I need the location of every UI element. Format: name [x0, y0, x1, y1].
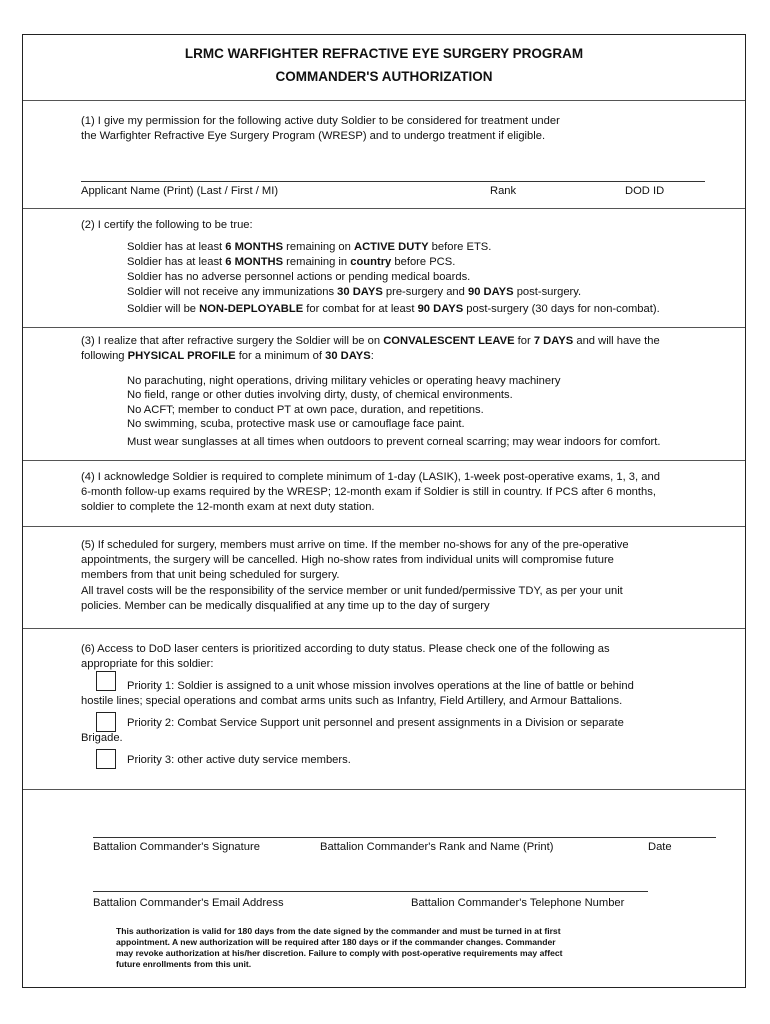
- priority-2-checkbox[interactable]: [96, 712, 116, 732]
- commander-signature-line[interactable]: [93, 837, 716, 838]
- footer-note-line3: may revoke authorization at his/her discretion. Failure to comply with post-operative requirements may affect: [116, 948, 563, 958]
- section-2: [23, 209, 745, 328]
- section-4: [23, 461, 745, 527]
- priority-3-checkbox[interactable]: [96, 749, 116, 769]
- section3-line2: following PHYSICAL PROFILE for a minimum of 30 DAYS:: [81, 350, 374, 362]
- commander-contact-line[interactable]: [93, 891, 648, 892]
- section2-item-1: Soldier has at least 6 MONTHS remaining on ACTIVE DUTY before ETS.: [127, 241, 492, 253]
- section5-line3: members from that unit being scheduled for surgery.: [81, 569, 340, 581]
- section1-line2: the Warfighter Refractive Eye Surgery Program (WRESP) and to undergo treatment if eligible.: [81, 130, 546, 142]
- section2-intro: (2) I certify the following to be true:: [81, 219, 253, 231]
- section2-item-3: Soldier has no adverse personnel actions or pending medical boards.: [127, 271, 471, 283]
- priority-1-line1: Priority 1: Soldier is assigned to a unit whose mission involves operations at the line of battle or behind: [127, 680, 634, 692]
- section6-line2: appropriate for this soldier:: [81, 658, 214, 670]
- rank-label: Rank: [490, 185, 517, 197]
- commander-phone-label: Battalion Commander's Telephone Number: [411, 897, 625, 909]
- commander-email-label: Battalion Commander's Email Address: [93, 897, 284, 909]
- section3-item-2: No field, range or other duties involving dirty, dusty, of chemical environments.: [127, 389, 513, 401]
- section2-item-4: Soldier will not receive any immunizations 30 DAYS pre-surgery and 90 DAYS post-surgery.: [127, 286, 582, 298]
- section3-item-3: No ACFT; member to conduct PT at own pace, duration, and repetitions.: [127, 404, 484, 416]
- commander-signature-label: Battalion Commander's Signature: [93, 841, 260, 853]
- section-6: [23, 629, 745, 790]
- form-title-line2: COMMANDER'S AUTHORIZATION: [275, 69, 493, 84]
- section1-line1: (1) I give my permission for the following active duty Soldier to be considered for treatment under: [81, 115, 560, 127]
- section-5: [23, 527, 745, 629]
- section-3: [23, 328, 745, 461]
- section3-line1: (3) I realize that after refractive surgery the Soldier will be on CONVALESCENT LEAVE for 7 DAYS and will have the: [81, 335, 660, 347]
- priority-2-line2: Brigade.: [81, 732, 123, 744]
- section-1: [23, 101, 745, 209]
- footer-note-line1: This authorization is valid for 180 days from the date signed by the commander and must be turned in at first: [116, 926, 561, 936]
- applicant-name-label: Applicant Name (Print) (Last / First / MI): [81, 185, 279, 197]
- priority-1-line2: hostile lines; special operations and combat arms units such as Infantry, Field Artillery, and Armour Battalions.: [81, 695, 623, 707]
- form-title-line1: LRMC WARFIGHTER REFRACTIVE EYE SURGERY PROGRAM: [184, 46, 584, 61]
- section2-item-2: Soldier has at least 6 MONTHS remaining in country before PCS.: [127, 256, 456, 268]
- priority-1-checkbox[interactable]: [96, 671, 116, 691]
- dod-id-label: DOD ID: [625, 185, 665, 197]
- authorization-form: [22, 34, 746, 988]
- signature-block: [23, 790, 745, 989]
- section5-line4: All travel costs will be the responsibility of the service member or unit funded/permissive TDY, as per your unit: [81, 585, 623, 597]
- section5-line1: (5) If scheduled for surgery, members must arrive on time. If the member no-shows for any of the pre-operative: [81, 539, 629, 551]
- section2-item-5: Soldier will be NON-DEPLOYABLE for combat for at least 90 DAYS post-surgery (30 days for non-combat).: [127, 303, 660, 315]
- applicant-signature-line[interactable]: [81, 181, 705, 182]
- section4-line2: 6-month follow-up exams required by the WRESP; 12-month exam if Soldier is still in country. If PCS after 6 months,: [81, 486, 656, 498]
- footer-note-line2: appointment. A new authorization will be required after 180 days or if the commander changes. Commander: [116, 937, 556, 947]
- date-label: Date: [648, 841, 672, 853]
- section4-line1: (4) I acknowledge Soldier is required to complete minimum of 1-day (LASIK), 1-week post-operative exams, 1, 3, and: [81, 471, 660, 483]
- header-section: [23, 35, 745, 101]
- priority-2-line1: Priority 2: Combat Service Support unit personnel and present assignments in a Division or separate: [127, 717, 624, 729]
- footer-note-line4: future enrollments from this unit.: [116, 959, 252, 969]
- section5-line2: appointments, the surgery will be cancelled. High no-show rates from individual units will compromise future: [81, 554, 614, 566]
- section3-item-4: No swimming, scuba, protective mask use or camouflage face paint.: [127, 418, 465, 430]
- priority-3-line: Priority 3: other active duty service members.: [127, 754, 351, 766]
- commander-rank-name-label: Battalion Commander's Rank and Name (Print): [320, 841, 554, 853]
- section3-item-1: No parachuting, night operations, driving military vehicles or operating heavy machinery: [127, 375, 561, 387]
- section5-line5: policies. Member can be medically disqualified at any time up to the day of surgery: [81, 600, 490, 612]
- section3-item-5: Must wear sunglasses at all times when outdoors to prevent corneal scarring; may wear indoors for comfort.: [127, 436, 661, 448]
- section6-line1: (6) Access to DoD laser centers is prioritized according to duty status. Please check one of the following as: [81, 643, 610, 655]
- section4-line3: soldier to complete the 12-month exam at next duty station.: [81, 501, 375, 513]
